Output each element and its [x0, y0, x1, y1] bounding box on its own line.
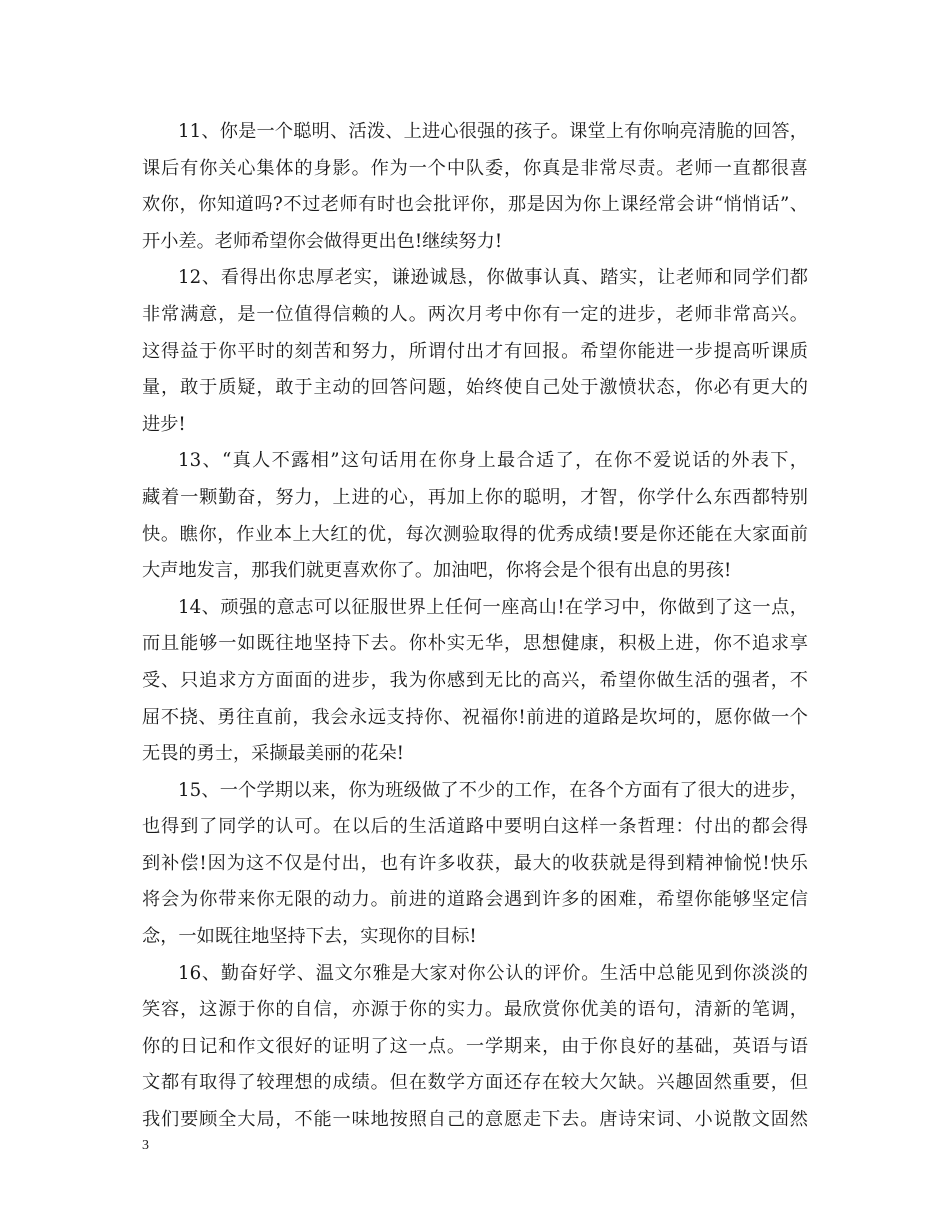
- text-line: 12、看得出你忠厚老实，谦逊诚恳，你做事认真、踏实，让老师和同学们都: [178, 267, 808, 289]
- text-line: 屈不挠、勇往直前，我会永远支持你、祝福你!前进的道路是坎坷的，愿你做一个: [142, 706, 808, 728]
- page-number: 3: [142, 1138, 149, 1153]
- text-line: 我们要顾全大局，不能一味地按照自己的意愿走下去。唐诗宋词、小说散文固然: [142, 1109, 808, 1131]
- text-line: 藏着一颗勤奋，努力，上进的心，再加上你的聪明，才智，你学什么东西都特别: [142, 486, 808, 508]
- text-line: 无畏的勇士，采撷最美丽的花朵!: [142, 743, 404, 765]
- text-line: 到补偿!因为这不仅是付出，也有许多收获，最大的收获就是得到精神愉悦!快乐: [142, 852, 808, 874]
- text-line: 这得益于你平时的刻苦和努力，所谓付出才有回报。希望你能进一步提高听课质: [142, 340, 808, 362]
- text-line: 受、只追求方方面面的进步，我为你感到无比的高兴，希望你做生活的强者，不: [142, 669, 808, 691]
- paragraph: [142, 443, 808, 589]
- paragraph: [142, 260, 808, 443]
- text-line: 将会为你带来你无限的动力。前进的道路会遇到许多的困难，希望你能够坚定信: [142, 889, 808, 911]
- text-line: 13、“真人不露相”这句话用在你身上最合适了，在你不爱说话的外表下，: [178, 450, 808, 472]
- text-line: 开小差。老师希望你会做得更出色!继续努力!: [142, 230, 503, 252]
- text-line: 你的日记和作文很好的证明了这一点。一学期来，由于你良好的基础，英语与语: [142, 1035, 808, 1057]
- text-line: 快。瞧你，作业本上大红的优，每次测验取得的优秀成绩!要是你还能在大家面前: [142, 523, 808, 545]
- text-line: 14、顽强的意志可以征服世界上任何一座高山!在学习中，你做到了这一点，: [178, 596, 808, 618]
- text-line: 欢你，你知道吗?不过老师有时也会批评你，那是因为你上课经常会讲“悄悄话”、: [142, 194, 808, 216]
- text-line: 进步!: [142, 413, 186, 435]
- text-line: 大声地发言，那我们就更喜欢你了。加油吧，你将会是个很有出息的男孩!: [142, 560, 732, 582]
- text-line: 念，一如既往地坚持下去，实现你的目标!: [142, 926, 477, 948]
- text-line: 量，敢于质疑，敢于主动的回答问题，始终使自己处于激愤状态，你必有更大的: [142, 377, 808, 399]
- text-line: 也得到了同学的认可。在以后的生活道路中要明白这样一条哲理：付出的都会得: [142, 816, 808, 838]
- text-line: 非常满意，是一位值得信赖的人。两次月考中你有一定的进步，老师非常高兴。: [142, 303, 808, 325]
- text-line: 而且能够一如既往地坚持下去。你朴实无华，思想健康，积极上进，你不追求享: [142, 633, 808, 655]
- paragraph: [142, 773, 808, 956]
- paragraph: [142, 956, 808, 1139]
- text-line: 15、一个学期以来，你为班级做了不少的工作，在各个方面有了很大的进步，: [178, 779, 808, 801]
- text-line: 16、勤奋好学、温文尔雅是大家对你公认的评价。生活中总能见到你淡淡的: [178, 962, 808, 984]
- text-line: 课后有你关心集体的身影。作为一个中队委，你真是非常尽责。老师一直都很喜: [142, 157, 808, 179]
- text-line: 笑容，这源于你的自信，亦源于你的实力。最欣赏你优美的语句，清新的笔调，: [142, 999, 808, 1021]
- document-body: [142, 114, 808, 1139]
- text-line: 文都有取得了较理想的成绩。但在数学方面还存在较大欠缺。兴趣固然重要，但: [142, 1072, 808, 1094]
- text-line: 11、你是一个聪明、活泼、上进心很强的孩子。课堂上有你响亮清脆的回答，: [178, 121, 808, 142]
- paragraph: [142, 590, 808, 773]
- paragraph: [142, 114, 808, 260]
